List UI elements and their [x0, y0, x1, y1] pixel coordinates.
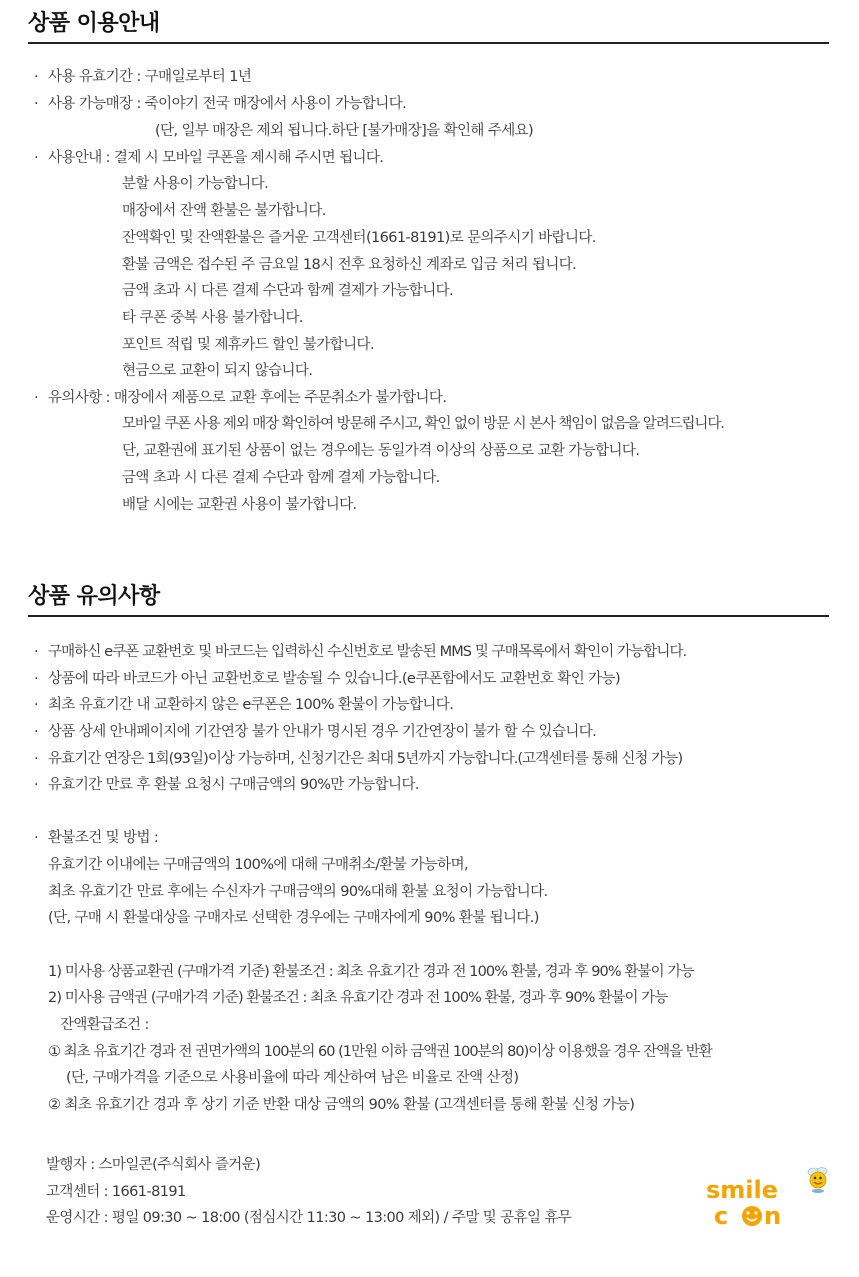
usage-line: 현금으로 교환이 되지 않습니다.	[122, 363, 313, 379]
bullet: ·	[34, 697, 39, 713]
bullet: ·	[34, 644, 39, 660]
usage-line: 사용 유효기간 : 구매일로부터 1년	[48, 69, 252, 85]
bullet: ·	[34, 830, 39, 846]
notice-title-divider	[28, 615, 829, 617]
notice-line: 유효기간 만료 후 환불 요청시 구매금액의 90%만 가능합니다.	[48, 777, 419, 793]
notice-line: 최초 유효기간 만료 후에는 수신자가 구매금액의 90%대해 환불 요청이 가능합니다.	[48, 884, 548, 900]
usage-line: 매장에서 잔액 환불은 불가합니다.	[122, 203, 326, 219]
usage-line: (단, 일부 매장은 제외 됩니다.하단 [불가매장]을 확인해 주세요)	[155, 123, 534, 139]
notice-line: 상품에 따라 바코드가 아닌 교환번호로 발송될 수 있습니다.(e쿠폰함에서도 교환번호 확인 가능)	[48, 671, 620, 687]
usage-line: 사용 가능매장 : 죽이야기 전국 매장에서 사용이 가능합니다.	[48, 96, 407, 112]
notice-line: (단, 구매 시 환불대상을 구매자로 선택한 경우에는 구매자에게 90% 환불 됩니다.)	[48, 910, 539, 926]
usage-line: 사용안내 : 결제 시 모바일 쿠폰을 제시해 주시면 됩니다.	[48, 150, 384, 166]
svg-text:smile: smile	[706, 1176, 779, 1204]
notice-line: 구매하신 e쿠폰 교환번호 및 바코드는 입력하신 수신번호로 발송된 MMS 및 구매목록에서 확인이 가능합니다.	[48, 644, 687, 660]
usage-line: 타 쿠폰 중복 사용 불가합니다.	[122, 310, 303, 326]
notice-line: ② 최초 유효기간 경과 후 상기 기준 반환 대상 금액의 90% 환불 (고객센터를 통해 환불 신청 가능)	[48, 1097, 635, 1113]
usage-section-title: 상품 이용안내	[28, 11, 160, 36]
notice-line: 유효기간 이내에는 구매금액의 100%에 대해 구매취소/환불 가능하며,	[48, 857, 468, 873]
bullet: ·	[34, 390, 39, 406]
usage-title-divider	[28, 42, 829, 44]
notice-line: 1) 미사용 상품교환권 (구매가격 기준) 환불조건 : 최초 유효기간 경과 전 100% 환불, 경과 후 90% 환불이 가능	[48, 964, 694, 980]
svg-text:c: c	[714, 1202, 729, 1230]
notice-line: 2) 미사용 금액권 (구매가격 기준) 환불조건 : 최초 유효기간 경과 전 100% 환불, 경과 후 90% 환불이 가능	[48, 990, 668, 1006]
usage-line: 배달 시에는 교환권 사용이 불가합니다.	[122, 497, 357, 513]
notice-line: 환불조건 및 방법 :	[48, 830, 159, 846]
usage-line: 단, 교환권에 표기된 상품이 없는 경우에는 동일가격 이상의 상품으로 교환 가능합니다.	[122, 443, 640, 459]
notice-line: ① 최초 유효기간 경과 전 권면가액의 100분의 60 (1만원 이하 금액권 100분의 80)이상 이용했을 경우 잔액을 반환	[48, 1044, 712, 1060]
notice-line: 유효기간 연장은 1회(93일)이상 가능하며, 신청기간은 최대 5년까지 가능합니다.(고객센터를 통해 신청 가능)	[48, 751, 683, 767]
smilecon-logo	[706, 1166, 836, 1230]
bullet: ·	[34, 724, 39, 740]
notice-line: 상품 상세 안내페이지에 기간연장 불가 안내가 명시된 경우 기간연장이 불가 할 수 있습니다.	[48, 724, 597, 740]
bullet: ·	[34, 671, 39, 687]
usage-line: 모바일 쿠폰 사용 제외 매장 확인하여 방문해 주시고, 확인 없이 방문 시 본사 책임이 없음을 알려드립니다.	[122, 416, 724, 432]
bullet: ·	[34, 751, 39, 767]
svg-text:n: n	[764, 1202, 782, 1230]
usage-line: 금액 초과 시 다른 결제 수단과 함께 결제가 가능합니다.	[122, 283, 454, 299]
bullet: ·	[34, 96, 39, 112]
notice-section-title: 상품 유의사항	[28, 584, 160, 609]
notice-line: (단, 구매가격을 기준으로 사용비율에 따라 계산하여 남은 비율로 잔액 산정)	[66, 1070, 519, 1086]
bullet: ·	[34, 150, 39, 166]
bullet: ·	[34, 69, 39, 85]
notice-line: 최초 유효기간 내 교환하지 않은 e쿠폰은 100% 환불이 가능합니다.	[48, 697, 454, 713]
usage-line: 금액 초과 시 다른 결제 수단과 함께 결제 가능합니다.	[122, 470, 440, 486]
publisher-text: 발행자 : 스마일콘(주식회사 즐거운)	[46, 1157, 261, 1173]
usage-line: 환불 금액은 접수된 주 금요일 18시 전후 요청하신 계좌로 입금 처리 됩니다.	[122, 257, 577, 273]
usage-line: 유의사항 : 매장에서 제품으로 교환 후에는 주문취소가 불가합니다.	[48, 390, 447, 406]
bullet: ·	[34, 777, 39, 793]
usage-line: 잔액확인 및 잔액환불은 즐거운 고객센터(1661-8191)로 문의주시기 바랍니다.	[122, 230, 596, 246]
support-text: 고객센터 : 1661-8191	[46, 1184, 186, 1200]
bee-mascot-icon	[808, 1168, 827, 1194]
usage-line: 포인트 적립 및 제휴카드 할인 불가합니다.	[122, 337, 374, 353]
smilecon-logo-graphic	[706, 1166, 836, 1230]
notice-line: 잔액환급조건 :	[60, 1017, 149, 1033]
hours-text: 운영시간 : 평일 09:30 ~ 18:00 (점심시간 11:30 ~ 13:00 제외) / 주말 및 공휴일 휴무	[46, 1210, 572, 1226]
usage-line: 분할 사용이 가능합니다.	[122, 176, 269, 192]
